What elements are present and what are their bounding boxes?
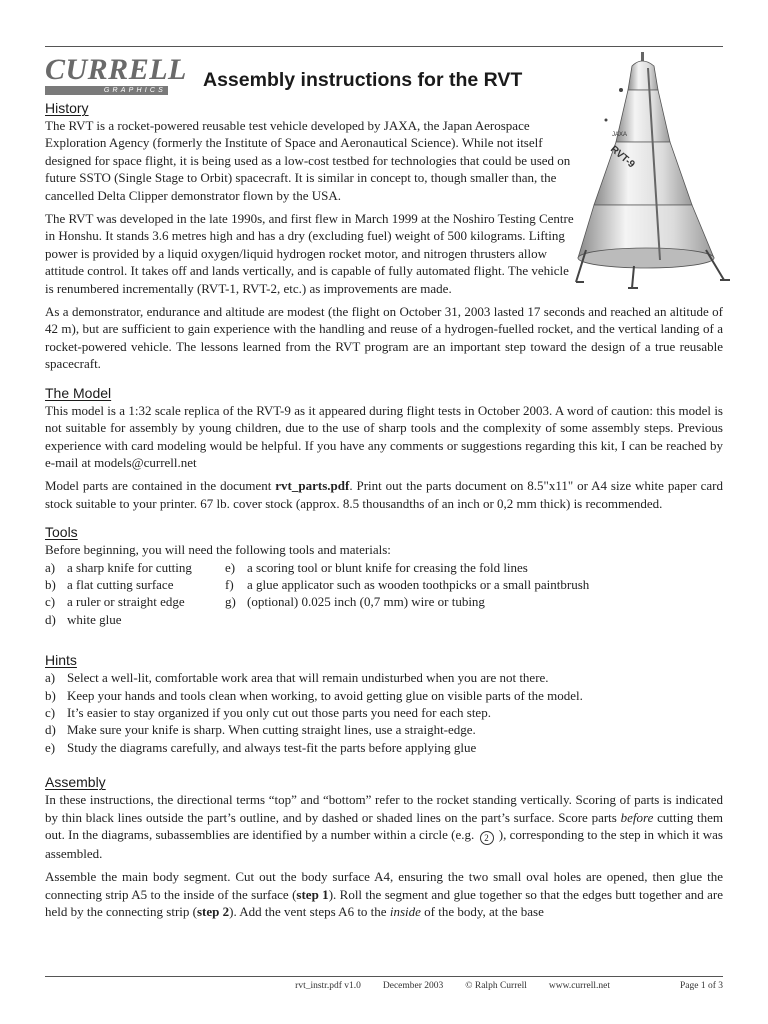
hint-item: a) Select a well-lit, comfortable work area that will remain undisturbed when you are not there. <box>45 670 549 686</box>
model-paragraph-2: Model parts are contained in the document rvt_parts.pdf. Print out the parts document on 8.5"x11" or A4 size white paper card stock suitable to your printer. 67 lb. cover stock (approx. 8.5 thousandths of an inch or 0,2 mm thick) is recommended. <box>45 478 723 511</box>
assembly-heading: Assembly <box>45 774 106 791</box>
tool-item: b) a flat cutting surface <box>45 576 174 592</box>
history-heading: History <box>45 100 89 116</box>
tool-item: e) a scoring tool or blunt knife for creasing the fold lines <box>225 559 528 575</box>
tools-list <box>45 559 723 629</box>
assembly-paragraph-1: In these instructions, the directional terms “top” and “bottom” refer to the rocket standing vertically. Scoring of parts is indicated by thin black lines outside the part’s outline, and by dashed or shaded lines on the part’s surface. Score parts before cutting them out. In the diagrams, subassemblies are identified by a number within a circle (e.g. 2 ), corresponding to the step in which it was assembled. <box>45 792 723 861</box>
rocket-agency-mark: JAXA <box>612 132 628 138</box>
tool-item: a) a sharp knife for cutting <box>45 559 192 575</box>
rocket-label: RVT-9 <box>608 143 637 171</box>
tool-item: d) white glue <box>45 611 122 627</box>
footer-page-number: Page 1 of 3 <box>679 981 723 991</box>
hint-item: b) Keep your hands and tools clean when working, to avoid getting glue on visible parts of the model. <box>45 687 583 703</box>
tool-item: g) (optional) 0.025 inch (0,7 mm) wire or tubing <box>225 594 485 610</box>
bottom-rule <box>45 976 723 977</box>
tool-item: c) a ruler or straight edge <box>45 594 185 610</box>
history-paragraph-3: As a demonstrator, endurance and altitude are modest (the flight on October 31, 2003 lasted 17 seconds and reached an altitude of 42 m), but are sufficient to gain experience with the handling and reuse of a hydrogen-fuelled rocket, and the vertical landing of a rocket-powered vehicle. The lessons learned from the RVT program are an important step toward the design of a true reusable spacecraft. <box>45 304 723 372</box>
hint-item: d) Make sure your knife is sharp. When cutting straight lines, use a straight-edge. <box>45 722 476 738</box>
history-paragraph-2: The RVT was developed in the late 1990s, and first flew in March 1999 at the Noshiro Testing Centre in Honshu. It stands 3.6 metres high and has a dry (excluding fuel) weight of 500 kilograms. Lifting power is provided by a liquid oxygen/liquid hydrogen rocket motor, and nitrogen thrusters allow attitude control. It takes off and lands vertically, and is capable of fully automated flight. The vehicle is renumbered incrementally (RVT-1, RVT-2, etc.) as improvements are made. <box>45 211 574 296</box>
tools-intro: Before beginning, you will need the following tools and materials: <box>45 542 391 558</box>
currell-graphics-logo <box>45 53 187 94</box>
footer-filename: rvt_instr.pdf v1.0 <box>295 981 361 991</box>
logo-word: CURRELL <box>45 53 187 86</box>
hints-heading: Hints <box>45 652 77 669</box>
subassembly-circle-example: 2 <box>480 831 494 845</box>
top-rule <box>45 46 723 47</box>
parts-filename: rvt_parts.pdf <box>275 478 350 494</box>
page-title: Assembly instructions for the RVT <box>203 69 523 91</box>
footer-date: December 2003 <box>382 981 444 991</box>
footer-url: www.currell.net <box>548 981 610 991</box>
logo-subtitle: GRAPHICS <box>45 86 168 95</box>
hint-item: c) It’s easier to stay organized if you only cut out those parts you need for each step. <box>45 704 491 720</box>
hint-item: e) Study the diagrams carefully, and always test-fit the parts before applying glue <box>45 739 477 755</box>
assembly-paragraph-2: Assemble the main body segment. Cut out the body surface A4, ensuring the two small oval holes are opened, then glue the connecting strip A5 to the inside of the surface (step 1). Roll the segment and glue together so that the edges butt together and are held by the connecting strip (step 2). Add the vent steps A6 to the inside of the body, at the base <box>45 869 723 920</box>
history-paragraph-1: The RVT is a rocket-powered reusable test vehicle developed by JAXA, the Japan Aerospace Exploration Agency (formerly the Institute of Space and Aeronautical Science). While not itself designed for space flight, it is being used as a low-cost testbed for technologies that could be used on future SSTO (Single Stage to Orbit) spacecraft. It is similar in concept to, though smaller than, the cancelled Delta Clipper demonstrator flown by the USA. <box>45 118 571 203</box>
page-footer <box>45 981 723 991</box>
tool-item: f) a glue applicator such as wooden toothpicks or a small paintbrush <box>225 576 590 592</box>
document-body <box>45 100 723 921</box>
model-paragraph-1: This model is a 1:32 scale replica of the RVT-9 as it appeared during flight tests in October 2003. A word of caution: this model is not suitable for assembly by young children, due to the use of sharp tools and the complexity of some assembly steps. Previous experience with card modeling would be helpful. If you have any comments or suggestions regarding this kit, I can be reached by e-mail at models@currell.net <box>45 402 723 470</box>
hints-list <box>45 669 723 756</box>
tools-heading: Tools <box>45 524 78 541</box>
model-heading: The Model <box>45 384 112 401</box>
footer-author: © Ralph Currell <box>465 981 527 991</box>
